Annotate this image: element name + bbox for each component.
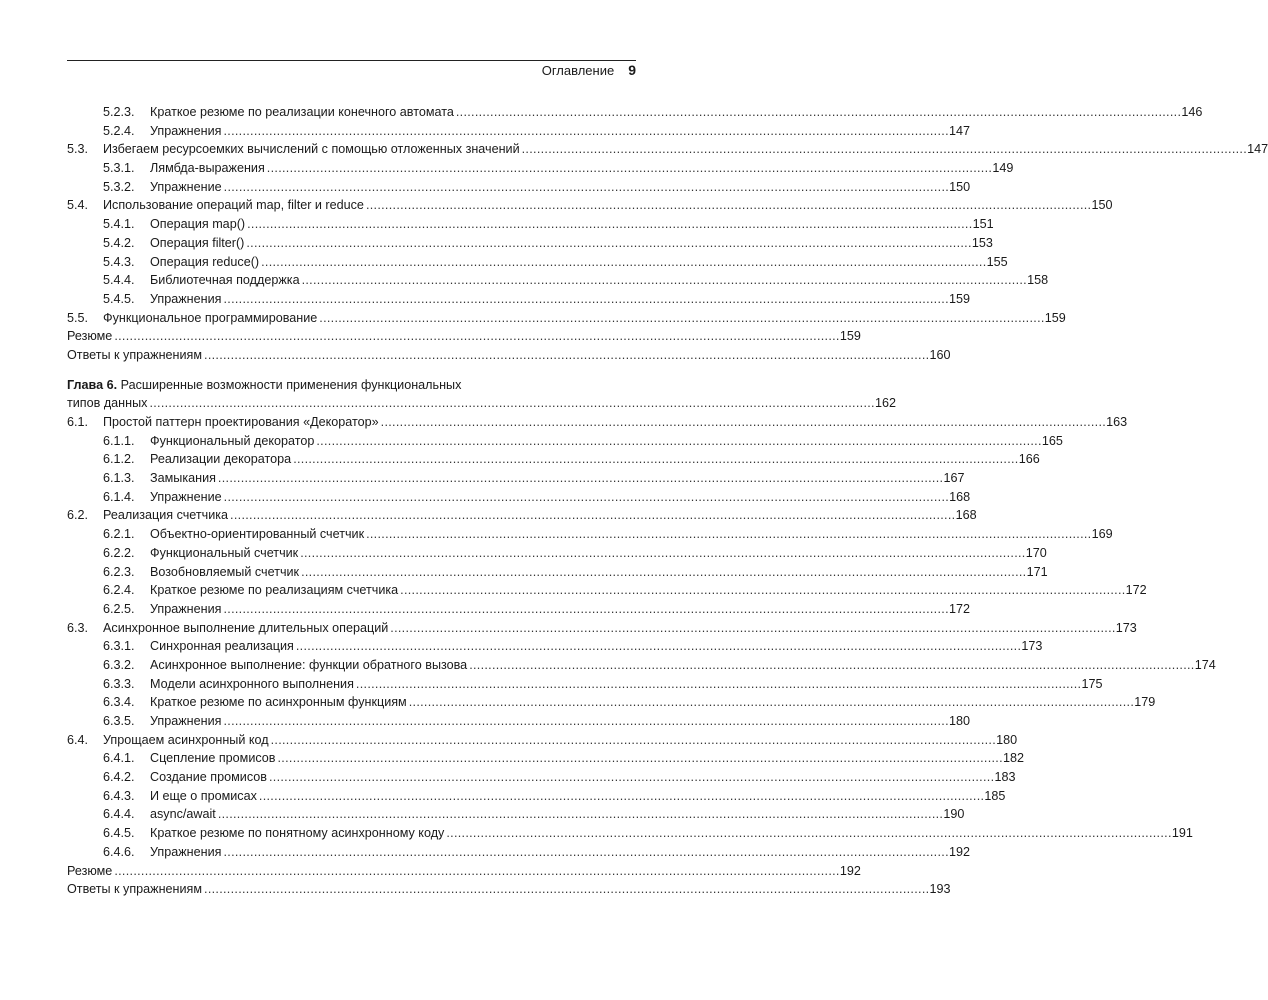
- toc-entry-number: 6.4.1.: [103, 751, 135, 766]
- dot-leader: [381, 413, 1105, 432]
- toc-entry-page: 149: [992, 161, 1014, 176]
- toc-entry[interactable]: [67, 843, 970, 862]
- toc-entry-title: Операция map(): [150, 217, 246, 232]
- toc-entry[interactable]: [67, 731, 1018, 750]
- toc-entry-number: 5.4.4.: [103, 273, 135, 288]
- toc-entry[interactable]: [67, 544, 1047, 563]
- toc-entry[interactable]: [67, 637, 1043, 656]
- toc-entry[interactable]: [67, 581, 1147, 600]
- toc-entry[interactable]: [67, 159, 1014, 178]
- toc-entry-page: 170: [1025, 545, 1047, 560]
- toc-entry[interactable]: [67, 506, 977, 525]
- toc-entry[interactable]: [67, 103, 1203, 122]
- toc-entry-title: Ответы к упражнениям: [67, 882, 203, 897]
- toc-entry[interactable]: [67, 178, 971, 197]
- toc-entry-number: 6.3.2.: [103, 657, 135, 672]
- toc-entry[interactable]: [67, 600, 970, 619]
- toc-entry-page: 153: [971, 235, 993, 250]
- chapter-label: Глава 6.: [67, 377, 118, 392]
- toc-entry-title: Функциональный счетчик: [150, 545, 299, 560]
- toc-entry-title: Возобновляемый счетчик: [150, 564, 300, 579]
- table-of-contents: [67, 103, 1268, 899]
- dot-leader: [366, 525, 1090, 544]
- toc-entry-page: 147: [948, 123, 970, 138]
- toc-entry-title: Упражнение: [150, 489, 222, 504]
- toc-entry-title: Избегаем ресурсоемких вычислений с помощью отложенных значений: [103, 142, 520, 157]
- toc-entry-page: 150: [949, 179, 971, 194]
- toc-entry-page: 173: [1021, 639, 1043, 654]
- toc-entry-title: Функциональный декоратор: [150, 433, 315, 448]
- toc-entry-title: Модели асинхронного выполнения: [150, 676, 354, 691]
- toc-entry[interactable]: [67, 525, 1113, 544]
- dot-leader: [390, 619, 1114, 638]
- toc-entry[interactable]: [67, 271, 1049, 290]
- dot-leader: [296, 637, 1020, 656]
- toc-entry-number: 6.3.: [67, 620, 89, 635]
- dot-leader: [204, 346, 928, 365]
- toc-entry-title: Краткое резюме по реализации конечного автомата: [150, 105, 454, 119]
- dot-leader: [224, 488, 948, 507]
- dot-leader: [366, 196, 1090, 215]
- dot-leader: [271, 731, 995, 750]
- toc-entry-number: 5.3.1.: [103, 161, 135, 176]
- toc-entry[interactable]: [67, 432, 1063, 451]
- toc-entry-page: 171: [1026, 564, 1048, 579]
- toc-entry-number: 6.2.: [67, 508, 89, 523]
- toc-entry-number: 6.4.3.: [103, 788, 135, 803]
- toc-entry-number: 6.2.4.: [103, 583, 135, 598]
- dot-leader: [319, 309, 1043, 328]
- toc-entry-number: 6.1.1.: [103, 433, 135, 448]
- toc-entry[interactable]: [67, 469, 965, 488]
- toc-entry-title: Синхронная реализация: [150, 639, 294, 654]
- toc-entry-title: Операция reduce(): [150, 254, 260, 269]
- running-header: [67, 62, 636, 84]
- toc-entry-page: 169: [1091, 527, 1113, 542]
- dot-leader: [293, 450, 1017, 469]
- header-title: Оглавление: [541, 63, 615, 78]
- toc-entry-number: 5.2.3.: [103, 105, 135, 119]
- toc-entry[interactable]: [67, 234, 993, 253]
- toc-entry[interactable]: [67, 122, 970, 141]
- toc-entry-page: 191: [1171, 826, 1193, 841]
- dot-leader: [149, 394, 873, 413]
- chapter-title-line2: типов данных: [67, 396, 148, 411]
- chapter-title-line1: Расширенные возможности применения функциональных: [120, 377, 462, 392]
- toc-entry-page: 151: [972, 217, 994, 232]
- toc-entry-title: Ответы к упражнениям: [67, 347, 203, 362]
- toc-entry-page: 150: [1091, 198, 1113, 213]
- toc-entry-page: 190: [943, 807, 965, 822]
- toc-entry-page: 180: [948, 714, 970, 728]
- toc-entry-number: 6.4.: [67, 732, 89, 747]
- dot-leader: [469, 656, 1193, 675]
- toc-entry-number: 5.4.: [67, 198, 89, 213]
- toc-entry-page: 159: [948, 291, 970, 306]
- toc-entry-page: 192: [948, 844, 970, 859]
- toc-entry-title: Резюме: [67, 863, 113, 878]
- toc-entry[interactable]: [67, 488, 971, 507]
- dot-leader: [316, 432, 1040, 451]
- toc-entry-page: 172: [1125, 583, 1147, 598]
- toc-entry-title: Упрощаем асинхронный код: [103, 732, 269, 747]
- dot-leader: [446, 824, 1170, 843]
- toc-entry[interactable]: [67, 787, 1006, 806]
- toc-entry-number: 6.2.5.: [103, 601, 135, 616]
- toc-entry-title: Замыкания: [150, 471, 216, 486]
- toc-entry-page: 155: [986, 254, 1008, 269]
- toc-entry[interactable]: [67, 880, 951, 899]
- toc-entry-number: 5.4.3.: [103, 254, 135, 269]
- toc-entry-title: Библиотечная поддержка: [150, 273, 300, 288]
- toc-entry-page: 167: [943, 471, 965, 486]
- toc-entry-title: Операция filter(): [150, 235, 245, 250]
- toc-entry-page: 175: [1081, 676, 1103, 691]
- toc-entry[interactable]: [67, 563, 1048, 582]
- toc-entry[interactable]: [67, 862, 861, 881]
- toc-entry-page: 159: [1044, 310, 1066, 325]
- toc-entry-page: 193: [929, 882, 951, 897]
- toc-entry[interactable]: [67, 290, 970, 309]
- toc-entry[interactable]: [67, 215, 994, 234]
- dot-leader: [223, 290, 947, 309]
- toc-entry-title: Резюме: [67, 329, 113, 344]
- toc-entry[interactable]: [67, 346, 951, 365]
- toc-entry-title: Функциональное программирование: [103, 310, 318, 325]
- toc-entry-page: 165: [1041, 433, 1063, 448]
- dot-leader: [302, 271, 1026, 290]
- chapter-page: 162: [874, 396, 896, 411]
- toc-entry-page: 158: [1027, 273, 1049, 288]
- toc-entry-title: Использование операций map, filter и reduce: [103, 198, 364, 213]
- toc-entry-number: 6.1.3.: [103, 471, 135, 486]
- toc-entry-page: 147: [1247, 142, 1268, 157]
- dot-leader: [456, 103, 1180, 122]
- dot-leader: [114, 862, 838, 881]
- toc-entry-page: 185: [984, 788, 1006, 803]
- dot-leader: [223, 712, 947, 731]
- toc-entry-page: 174: [1194, 657, 1216, 672]
- toc-entry-number: 5.5.: [67, 310, 89, 325]
- toc-entry[interactable]: [67, 309, 1066, 328]
- toc-entry-title: Краткое резюме по асинхронным функциям: [150, 695, 407, 710]
- toc-entry-number: 5.3.: [67, 142, 89, 157]
- toc-entry-number: 5.2.4.: [103, 123, 135, 138]
- toc-entry-number: 6.3.5.: [103, 714, 135, 728]
- dot-leader: [224, 178, 948, 197]
- dot-leader: [218, 805, 942, 824]
- dot-leader: [223, 600, 947, 619]
- toc-entry-number: 6.3.3.: [103, 676, 135, 691]
- toc-entry[interactable]: [67, 327, 861, 346]
- dot-leader: [230, 506, 954, 525]
- dot-leader: [356, 675, 1080, 694]
- dot-leader: [223, 843, 947, 862]
- toc-entry[interactable]: [67, 749, 1025, 768]
- toc-entry-number: 5.3.2.: [103, 179, 135, 194]
- toc-entry[interactable]: [67, 805, 965, 824]
- dot-leader: [400, 581, 1124, 600]
- dot-leader: [278, 749, 1002, 768]
- toc-entry-title: Асинхронное выполнение: функции обратного вызова: [150, 657, 468, 672]
- toc-entry-title: Упражнение: [150, 179, 222, 194]
- dot-leader: [247, 215, 971, 234]
- toc-entry-number: 6.4.6.: [103, 844, 135, 859]
- chapter-heading-line2[interactable]: [67, 394, 896, 413]
- toc-entry[interactable]: [67, 768, 1016, 787]
- toc-entry-page: 159: [839, 329, 861, 344]
- toc-entry-title: И еще о промисах: [150, 788, 257, 803]
- toc-entry[interactable]: [67, 196, 1113, 215]
- toc-entry-page: 183: [994, 770, 1016, 785]
- toc-entry-number: 6.3.1.: [103, 639, 135, 654]
- header-page-number: 9: [628, 62, 636, 78]
- toc-entry-page: 192: [839, 863, 861, 878]
- toc-entry[interactable]: [67, 656, 1216, 675]
- dot-leader: [522, 140, 1246, 159]
- toc-entry-page: 168: [949, 489, 971, 504]
- dot-leader: [246, 234, 970, 253]
- toc-section-chapter-5: [67, 103, 1268, 365]
- toc-entry-title: Краткое резюме по реализациям счетчика: [150, 583, 399, 598]
- toc-entry-title: Создание промисов: [150, 770, 267, 785]
- header-rule: [67, 60, 636, 61]
- toc-entry-page: 182: [1003, 751, 1025, 766]
- chapter-spacer: [67, 365, 636, 376]
- toc-entry-title: Объектно-ориентированный счетчик: [150, 527, 365, 542]
- toc-entry-title: Лямбда-выражения: [150, 161, 265, 176]
- dot-leader: [223, 122, 947, 141]
- toc-entry-number: 5.4.5.: [103, 291, 135, 306]
- toc-entry-number: 6.2.3.: [103, 564, 135, 579]
- toc-entry[interactable]: [67, 253, 1008, 272]
- toc-entry[interactable]: [67, 675, 1103, 694]
- toc-entry-title: async/await: [150, 807, 216, 822]
- toc-entry-title: Упражнения: [150, 601, 222, 616]
- toc-entry[interactable]: [67, 413, 1128, 432]
- toc-entry-number: 6.4.4.: [103, 807, 135, 822]
- toc-entry-page: 146: [1181, 105, 1203, 119]
- toc-entry-page: 172: [948, 601, 970, 616]
- dot-leader: [300, 544, 1024, 563]
- toc-entry-number: 6.4.2.: [103, 770, 135, 785]
- toc-entry-page: 160: [929, 347, 951, 362]
- toc-entry[interactable]: [67, 712, 970, 731]
- toc-entry-page: 166: [1018, 452, 1040, 467]
- toc-entry-page: 173: [1115, 620, 1137, 635]
- toc-entry-number: 6.3.4.: [103, 695, 135, 710]
- toc-entry-page: 163: [1106, 415, 1128, 429]
- toc-entry-number: 6.1.4.: [103, 489, 135, 504]
- toc-entry-number: 6.1.: [67, 415, 89, 429]
- dot-leader: [204, 880, 928, 899]
- toc-entry-title: Асинхронное выполнение длительных операций: [103, 620, 389, 635]
- toc-entry-number: 6.1.2.: [103, 452, 135, 467]
- toc-entry[interactable]: [67, 450, 1040, 469]
- dot-leader: [261, 253, 985, 272]
- toc-entry-title: Упражнения: [150, 291, 222, 306]
- toc-entry[interactable]: [67, 824, 1193, 843]
- toc-entry-number: 6.2.1.: [103, 527, 135, 542]
- dot-leader: [218, 469, 942, 488]
- toc-entry-title: Краткое резюме по понятному асинхронному коду: [150, 826, 445, 841]
- toc-entry-number: 6.4.5.: [103, 826, 135, 841]
- dot-leader: [259, 787, 983, 806]
- dot-leader: [114, 327, 838, 346]
- toc-entry-page: 180: [996, 732, 1018, 747]
- chapter-heading[interactable]: [67, 376, 636, 395]
- toc-entry-title: Сцепление промисов: [150, 751, 276, 766]
- toc-entry-title: Реализация счетчика: [103, 508, 229, 523]
- toc-entry-number: 5.4.2.: [103, 235, 135, 250]
- toc-entry-page: 168: [955, 508, 977, 523]
- toc-entry[interactable]: [67, 140, 1268, 159]
- toc-entry-title: Упражнения: [150, 123, 222, 138]
- dot-leader: [409, 693, 1133, 712]
- toc-entry-title: Простой паттерн проектирования «Декоратор»: [103, 415, 379, 429]
- dot-leader: [269, 768, 993, 787]
- toc-entry-title: Упражнения: [150, 844, 222, 859]
- toc-entry-page: 179: [1134, 695, 1156, 710]
- toc-entry[interactable]: [67, 619, 1137, 638]
- dot-leader: [267, 159, 991, 178]
- toc-entry[interactable]: [67, 693, 1156, 712]
- toc-entry-title: Упражнения: [150, 714, 222, 728]
- toc-entry-number: 5.4.1.: [103, 217, 135, 232]
- toc-section-chapter-6: [67, 413, 1216, 899]
- dot-leader: [301, 563, 1025, 582]
- toc-entry-number: 6.2.2.: [103, 545, 135, 560]
- toc-entry-title: Реализации декоратора: [150, 452, 292, 467]
